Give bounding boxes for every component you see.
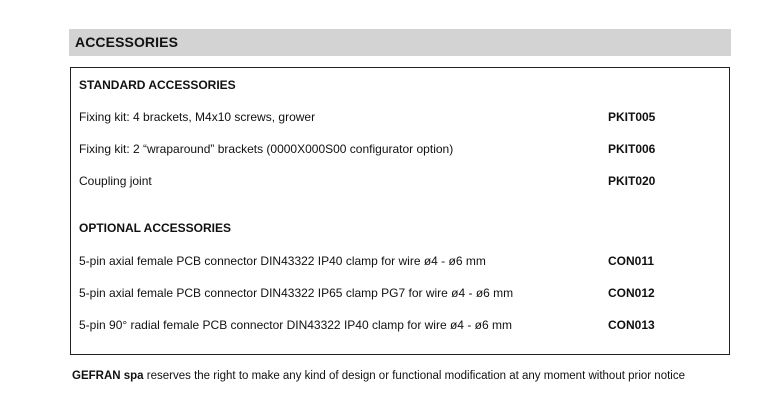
item-description: 5-pin axial female PCB connector DIN43322 IP65 clamp PG7 for wire ø4 - ø6 mm — [79, 286, 514, 300]
table-row — [79, 142, 729, 158]
company-name: GEFRAN spa — [72, 370, 144, 382]
table-row — [79, 110, 729, 126]
item-code: PKIT005 — [608, 110, 656, 124]
accessories-table — [70, 67, 730, 355]
standard-accessories-title: STANDARD ACCESSORIES — [79, 78, 236, 92]
table-row — [79, 254, 729, 270]
item-description: 5-pin axial female PCB connector DIN43322 IP40 clamp for wire ø4 - ø6 mm — [79, 254, 486, 268]
item-code: PKIT006 — [608, 142, 656, 156]
item-code: CON013 — [608, 318, 655, 332]
item-description: Fixing kit: 4 brackets, M4x10 screws, grower — [79, 110, 316, 124]
notice-text: reserves the right to make any kind of design or functional modification at any moment without prior notice — [143, 370, 685, 382]
item-code: CON012 — [608, 286, 655, 300]
item-description: Coupling joint — [79, 174, 152, 188]
section-title: ACCESSORIES — [75, 34, 179, 50]
table-row — [79, 174, 729, 190]
footer-notice — [72, 370, 685, 382]
item-code: CON011 — [608, 254, 655, 268]
table-row — [79, 286, 729, 302]
item-code: PKIT020 — [608, 174, 656, 188]
optional-accessories-title: OPTIONAL ACCESSORIES — [79, 221, 232, 235]
item-description: Fixing kit: 2 “wraparound” brackets (0000X000S00 configurator option) — [79, 142, 454, 156]
item-description: 5-pin 90° radial female PCB connector DIN43322 IP40 clamp for wire ø4 - ø6 mm — [79, 318, 512, 332]
accessories-section-header — [69, 29, 731, 56]
table-row — [79, 318, 729, 334]
